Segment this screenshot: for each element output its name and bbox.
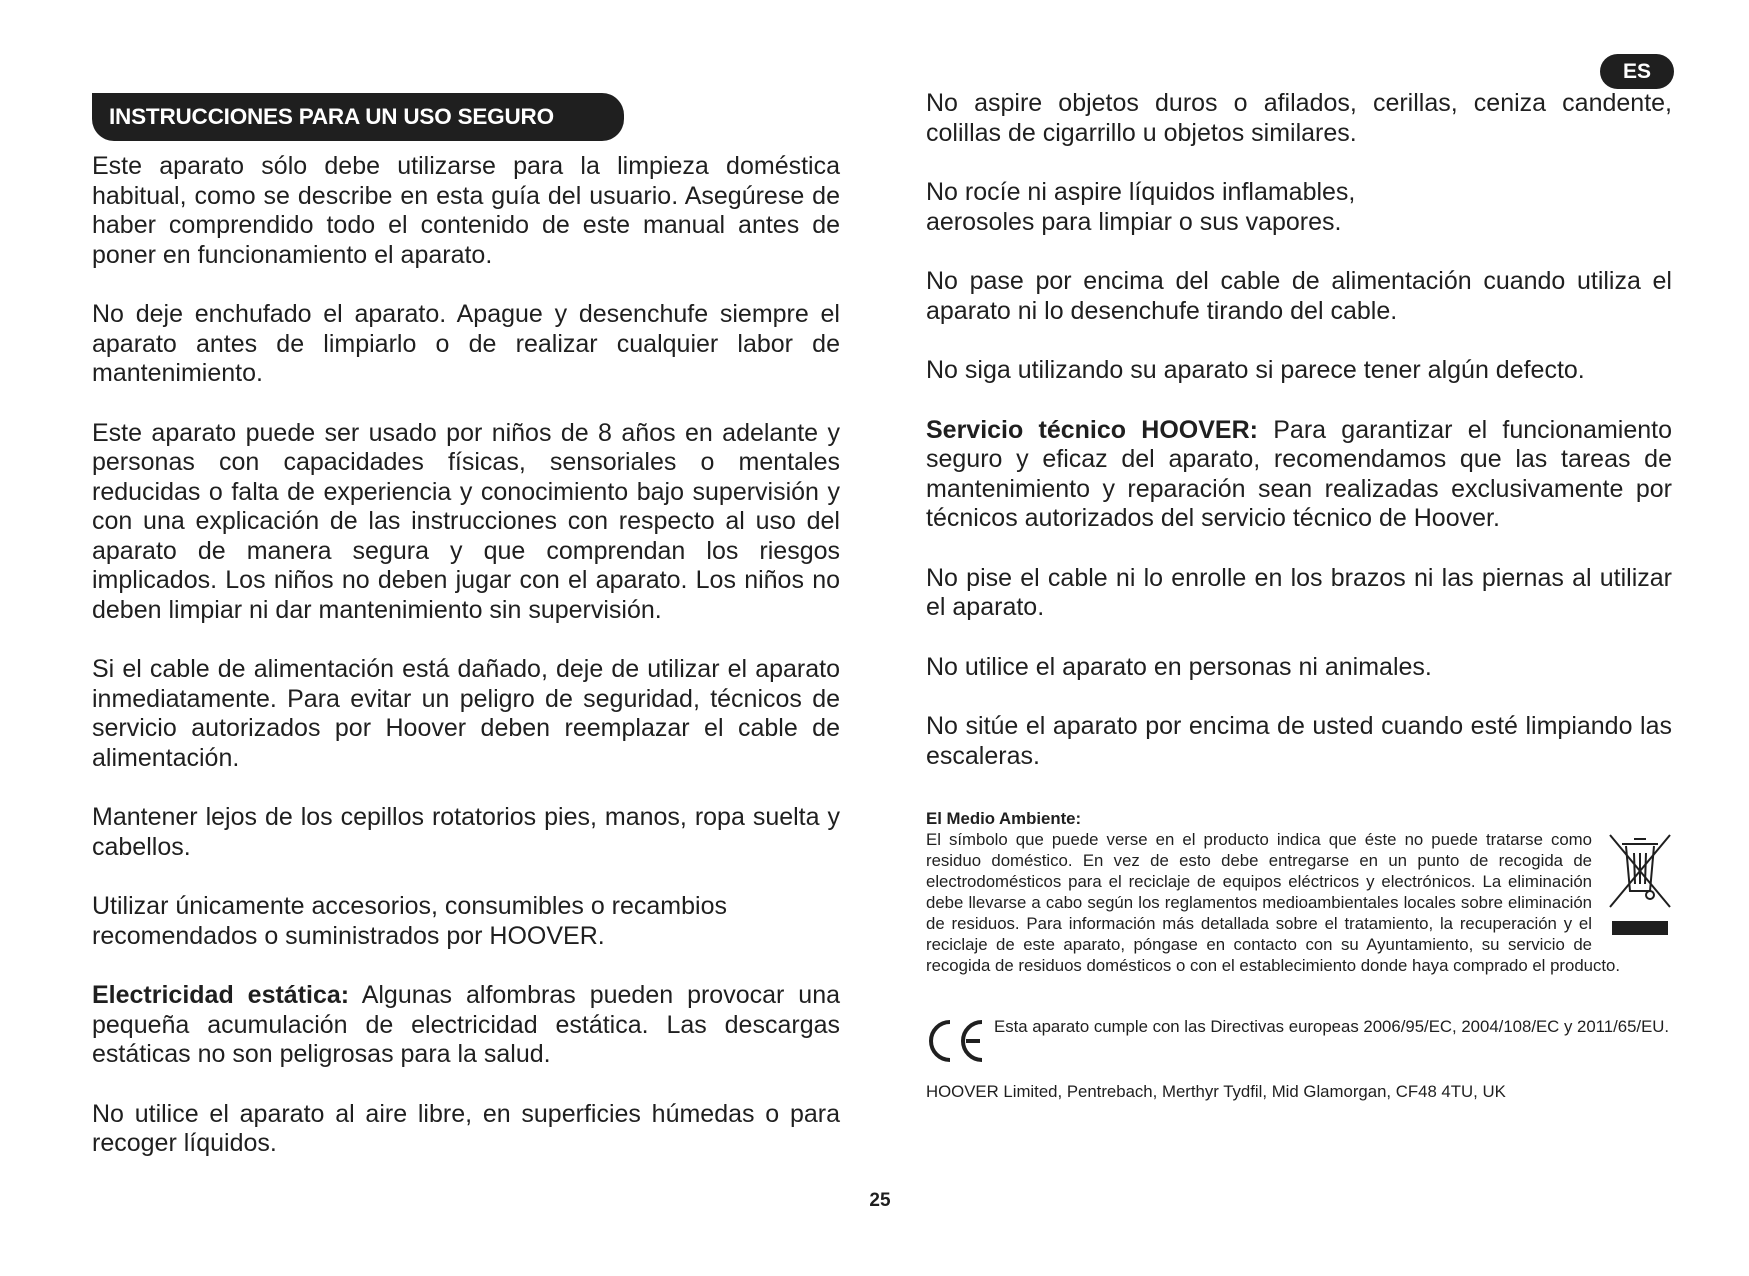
static-electricity-heading: Electricidad estática: bbox=[92, 981, 350, 1009]
safety-paragraph: No pase por encima del cable de alimentación cuando utiliza el aparato ni lo desenchufe tirando del cable. bbox=[926, 267, 1672, 325]
safety-line: recomendados o suministrados por HOOVER. bbox=[92, 921, 605, 950]
left-column bbox=[92, 152, 840, 1159]
safety-line: No rocíe ni aspire líquidos inflamables, bbox=[926, 178, 1356, 206]
safety-paragraph bbox=[92, 892, 840, 951]
safety-paragraph bbox=[926, 178, 1672, 237]
manufacturer-address: HOOVER Limited, Pentrebach, Merthyr Tydfil, Mid Glamorgan, CF48 4TU, UK bbox=[926, 1082, 1506, 1101]
page-number: 25 bbox=[869, 1190, 891, 1211]
safety-paragraph: No pise el cable ni lo enrolle en los brazos ni las piernas al utilizar el aparato. bbox=[926, 563, 1672, 621]
compliance-row bbox=[926, 1016, 1672, 1066]
environment-title: El Medio Ambiente: bbox=[926, 809, 1082, 828]
language-badge: ES bbox=[1600, 54, 1674, 89]
section-title: INSTRUCCIONES PARA UN USO SEGURO bbox=[92, 93, 624, 141]
safety-paragraph: No siga utilizando su aparato si parece tener algún defecto. bbox=[926, 356, 1585, 384]
environment-body: El símbolo que puede verse en el producto indica que éste no puede tratarse como residuo doméstico. En vez de esto debe entregarse en un punto de recogida de electrodomésticos para el reciclaje de equipos eléctricos y electrónicos. La eliminación debe llevarse a cabo según los reglamentos medioambientales locales sobre eliminación de residuos. Para información más detallada sobre el tratamiento, la recuperación y el reciclaje de este aparato, póngase en contacto con su Ayuntamiento, su servicio de recogida de residuos domésticos o con el establecimiento donde haya comprado el producto. bbox=[926, 830, 1621, 975]
safety-paragraph bbox=[92, 981, 840, 1070]
safety-paragraph: No deje enchufado el aparato. Apague y desenchufe siempre el aparato antes de limpiarlo o de realizar cualquier labor de mantenimiento. bbox=[92, 300, 840, 387]
safety-paragraph: No sitúe el aparato por encima de usted cuando esté limpiando las escaleras. bbox=[926, 712, 1672, 770]
ce-mark-icon bbox=[926, 1016, 986, 1066]
compliance-text: Esta aparato cumple con las Directivas europeas 2006/95/EC, 2004/108/EC y 2011/65/EU. bbox=[994, 1017, 1670, 1036]
safety-paragraph bbox=[926, 416, 1672, 534]
environment-section bbox=[926, 808, 1672, 976]
safety-paragraph: Mantener lejos de los cepillos rotatorios pies, manos, ropa suelta y cabellos. bbox=[92, 803, 840, 861]
safety-paragraph: Si el cable de alimentación está dañado, deje de utilizar el aparato inmediatamente. Para evitar un peligro de seguridad, técnicos de servicio autorizados por Hoover deben reemplazar el cable de alimentación. bbox=[92, 655, 840, 772]
safety-paragraph: No utilice el aparato al aire libre, en superficies húmedas o para recoger líquidos. bbox=[92, 1099, 840, 1157]
safety-paragraph: No aspire objetos duros o afilados, cerillas, ceniza candente, colillas de cigarrillo u objetos similares. bbox=[926, 89, 1672, 147]
service-heading: Servicio técnico HOOVER: bbox=[926, 415, 1258, 444]
right-column bbox=[926, 89, 1672, 771]
service-text: Para garantizar el funcionamiento seguro y eficaz del aparato, recomendamos que las tareas de mantenimiento y reparación sean realizadas exclusivamente por técnicos autorizados del servicio técnico de Hoover. bbox=[926, 415, 1672, 532]
safety-paragraph: Este aparato puede ser usado por niños de 8 años en adelante y personas con capacidades físicas, sensoriales o mentales reducidas o falta de experiencia y conocimiento bajo supervisión y con una explicación de las instrucciones con respecto al uso del aparato de manera segura y que comprendan los riesgos implicados. Los niños no deben jugar con el aparato. Los niños no deben limpiar ni dar mantenimiento sin supervisión. bbox=[92, 418, 840, 624]
safety-line: aerosoles para limpiar o sus vapores. bbox=[926, 207, 1342, 236]
safety-paragraph: Este aparato sólo debe utilizarse para la limpieza doméstica habitual, como se describe en esta guía del usuario. Asegúrese de haber comprendido todo el contenido de este manual antes de poner en funcionamiento el aparato. bbox=[92, 152, 840, 269]
safety-paragraph: No utilice el aparato en personas ni animales. bbox=[926, 652, 1432, 681]
static-electricity-text: Algunas alfombras pueden provocar una pequeña acumulación de electricidad estática. Las descargas estáticas no son peligrosas para la salud. bbox=[92, 981, 840, 1068]
weee-bin-icon bbox=[1606, 831, 1672, 941]
safety-line: Utilizar únicamente accesorios, consumibles o recambios bbox=[92, 892, 727, 920]
